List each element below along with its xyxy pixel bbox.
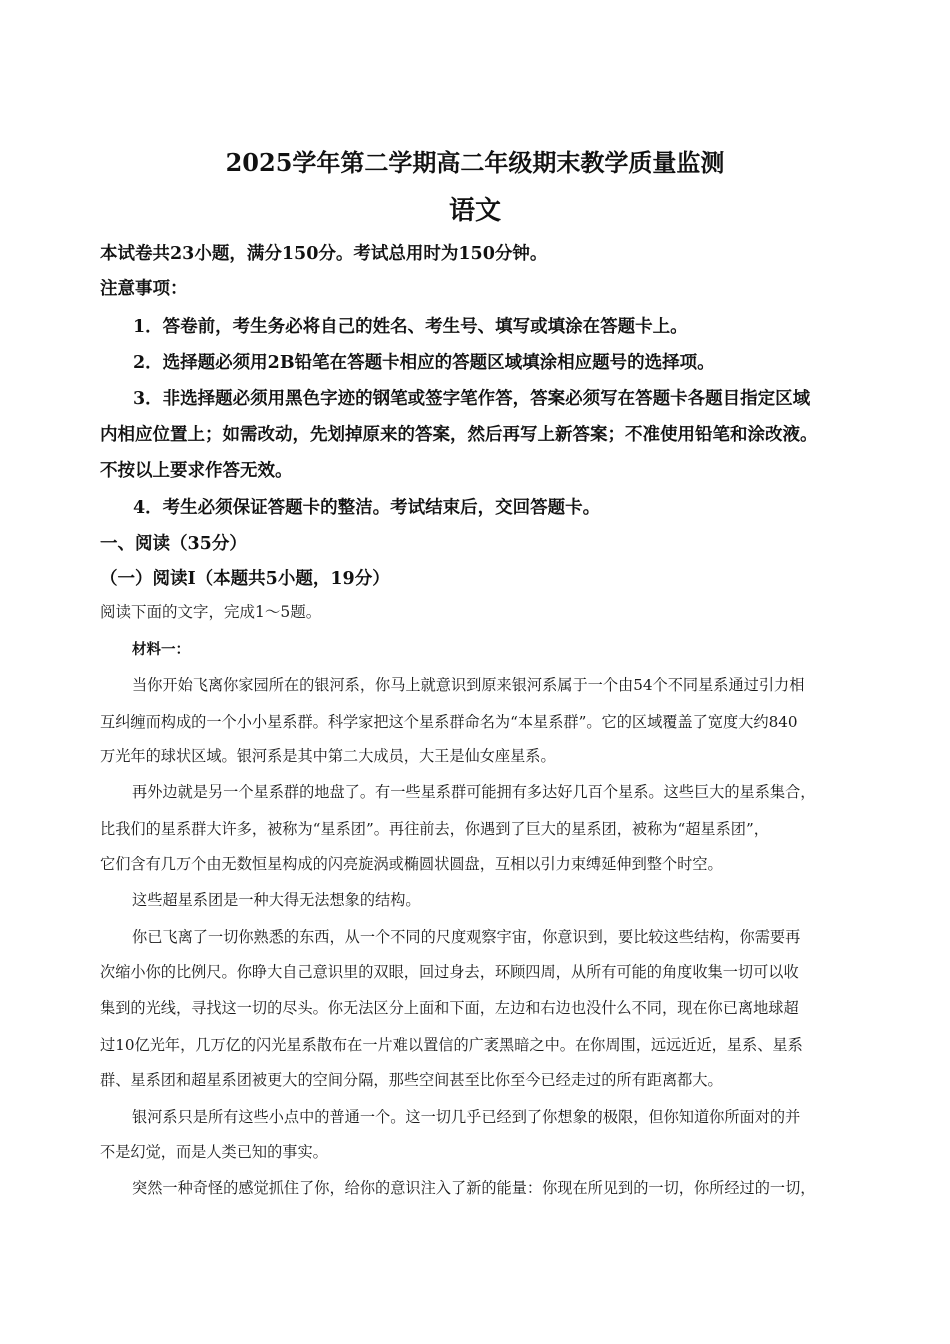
section-heading: 一、阅读（35分）	[100, 534, 247, 554]
passage-line: 万光年的球状区域。银河系是其中第二大成员，大王是仙女座星系。	[100, 747, 556, 765]
reading-instruction: 阅读下面的文字，完成1～5题。	[100, 603, 322, 621]
material-label: 材料一：	[132, 641, 190, 658]
subject-title: 语文	[448, 196, 501, 226]
notice-item: 内相应位置上；如需改动，先划掉原来的答案，然后再写上新答案；不准使用铅笔和涂改液。	[100, 425, 818, 445]
passage-line: 不是幻觉，而是人类已知的事实。	[100, 1143, 328, 1161]
passage-line: 比我们的星系群大许多，被称为“星系团”。再往前去，你遇到了巨大的星系团，被称为“超星系团”，	[100, 820, 769, 838]
notice-heading: 注意事项：	[100, 279, 188, 299]
passage-line: 这些超星系团是一种大得无法想象的结构。	[132, 891, 421, 909]
passage-line: 过10亿光年，几万亿的闪光星系散布在一片难以置信的广袤黑暗之中。在你周围，远远近近，星系、星系	[100, 1036, 803, 1054]
passage-line: 你已飞离了一切你熟悉的东西，从一个不同的尺度观察宇宙，你意识到，要比较这些结构，你需要再	[132, 928, 801, 946]
notice-item: 不按以上要求作答无效。	[100, 461, 293, 481]
passage-line: 再外边就是另一个星系群的地盘了。有一些星系群可能拥有多达好几百个星系。这些巨大的星系集合，	[132, 783, 816, 801]
section-subheading: （一）阅读I（本题共5小题，19分）	[100, 569, 390, 589]
passage-line: 互纠缠而构成的一个小小星系群。科学家把这个星系群命名为“本星系群”。它的区域覆盖了宽度大约840	[100, 713, 798, 731]
passage-line: 银河系只是所有这些小点中的普通一个。这一切几乎已经到了你想象的极限，但你知道你所面对的并	[132, 1108, 801, 1126]
notice-item: 2．选择题必须用2B铅笔在答题卡相应的答题区域填涂相应题号的选择项。	[133, 353, 715, 373]
passage-line: 群、星系团和超星系团被更大的空间分隔，那些空间甚至比你至今已经走过的所有距离都大。	[100, 1071, 723, 1089]
passage-line: 突然一种奇怪的感觉抓住了你，给你的意识注入了新的能量：你现在所见到的一切，你所经过的一切，	[132, 1179, 816, 1197]
exam-summary: 本试卷共23小题，满分150分。考试总用时为150分钟。	[100, 244, 548, 264]
exam-title: 2025学年第二学期高二年级期末教学质量监测	[225, 148, 725, 177]
notice-item: 4．考生必须保证答题卡的整洁。考试结束后，交回答题卡。	[133, 498, 601, 518]
passage-line: 集到的光线，寻找这一切的尽头。你无法区分上面和下面，左边和右边也没什么不同，现在你已离地球超	[100, 999, 799, 1017]
passage-line: 当你开始飞离你家园所在的银河系，你马上就意识到原来银河系属于一个由54个不同星系通过引力相	[132, 676, 805, 694]
notice-item: 3．非选择题必须用黑色字迹的钢笔或签字笔作答，答案必须写在答题卡各题目指定区域	[133, 389, 811, 409]
passage-line: 它们含有几万个由无数恒星构成的闪亮旋涡或椭圆状圆盘，互相以引力束缚延伸到整个时空。	[100, 855, 723, 873]
passage-line: 次缩小你的比例尺。你睁大自己意识里的双眼，回过身去，环顾四周，从所有可能的角度收集一切可以收	[100, 963, 799, 981]
notice-item: 1．答卷前，考生务必将自己的姓名、考生号、填写或填涂在答题卡上。	[133, 317, 688, 337]
